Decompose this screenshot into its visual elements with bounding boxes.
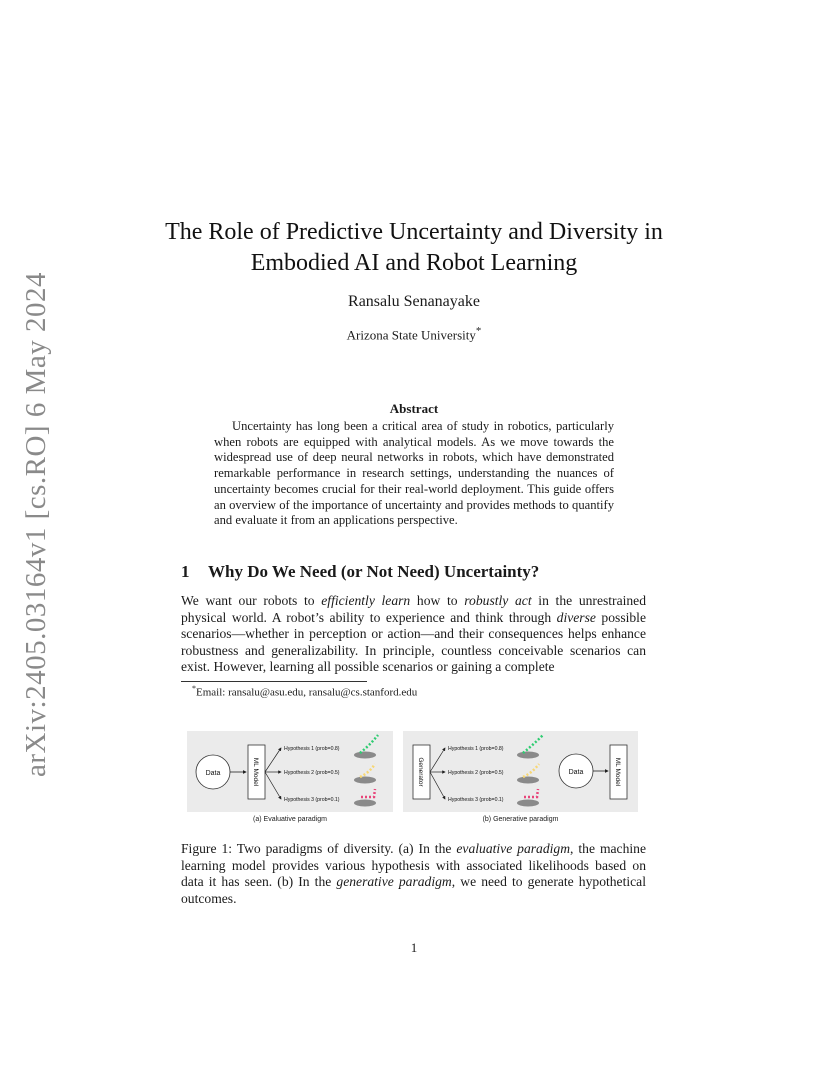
hypothesis-3-label: Hypothesis 3 (prob=0.1) <box>284 797 340 803</box>
abstract-heading: Abstract <box>389 401 439 416</box>
trajectory-1 <box>360 735 378 753</box>
gen-hypothesis-1-label: Hypothesis 1 (prob=0.8) <box>448 746 504 752</box>
ml-model-label: ML Model <box>252 757 259 787</box>
robot-thumbnail-2 <box>354 777 376 784</box>
author-name: Ransalu Senanayake <box>348 293 480 310</box>
section-number: 1 <box>181 562 190 581</box>
affiliation-text: Arizona State University <box>346 327 476 343</box>
footnote-mark: * <box>192 684 196 693</box>
gen-trajectory-2 <box>523 764 539 777</box>
paragraph-text: how to <box>410 593 465 608</box>
affiliation-footnote-mark: * <box>475 325 482 337</box>
page-number: 1 <box>410 940 418 955</box>
caption-text: , we need to generate hypothetical outcomes. <box>181 874 646 906</box>
robot-thumbnail-1 <box>354 752 376 759</box>
caption-text: , the machine learning model provides various hypothesis with associated likelihoods based on data it has seen. (b) In the <box>181 841 646 890</box>
gen-hypothesis-3-label: Hypothesis 3 (prob=0.1) <box>448 797 504 803</box>
gen-data-label: Data <box>568 769 584 776</box>
subcaption-a: (a) Evaluative paradigm <box>253 816 327 823</box>
figure-caption <box>181 841 646 907</box>
gen-robot-thumbnail-2 <box>517 777 539 784</box>
paragraph-emphasis: robustly act <box>464 593 532 608</box>
gen-hypothesis-2-label: Hypothesis 2 (prob=0.5) <box>448 770 504 776</box>
paragraph-emphasis: efficiently learn <box>321 593 411 608</box>
trajectory-3 <box>361 789 375 797</box>
caption-emphasis: evaluative paradigm <box>456 841 571 856</box>
paper-title: The Role of Predictive Uncertainty and Diversity in Embodied AI and Robot Learning <box>165 219 663 276</box>
subcaption-b: (b) Generative paradigm <box>482 816 559 823</box>
trajectory-2 <box>360 764 375 777</box>
arrow-gen-hypothesis-1 <box>430 748 445 772</box>
caption-text: Figure 1: Two paradigms of diversity. (a) In the <box>181 841 457 856</box>
generative-diagram <box>403 731 638 812</box>
data-label: Data <box>205 770 221 777</box>
paragraph-text: We want our robots to <box>181 593 322 608</box>
evaluative-diagram <box>187 731 393 812</box>
hypothesis-1-label: Hypothesis 1 (prob=0.8) <box>284 746 340 752</box>
abstract-body: Uncertainty has long been a critical area of study in robotics, particularly when robots are equipped with analytical models. As we move towards the widespread use of deep neural networks in robots, which have demonstrated remarkable performance in research settings, understanding the nuances of uncertainty becomes crucial for their real-world deployment. This guide offers an overview of the importance of uncertainty and provides methods to quantify and evaluate it from an applications perspective. <box>214 419 614 528</box>
paragraph-text: in the unrestrained physical world. A robot’s ability to experience and think through <box>181 593 647 625</box>
generator-label: Generator <box>417 757 424 787</box>
robot-thumbnail-3 <box>354 800 376 807</box>
paragraph-text: possible scenarios—whether in perception or action—and their consequences helps enhance robustness and generalizability. In principle, countless conceivable scenarios can exist. However, learning all possible scenarios or gaining a complete <box>181 609 646 675</box>
footnote-rule <box>181 681 367 682</box>
section-title: Why Do We Need (or Not Need) Uncertainty? <box>208 562 540 581</box>
figure-panel-evaluative <box>187 731 393 812</box>
body-paragraph <box>181 593 646 676</box>
footnote-text: Email: ransalu@asu.edu, ransalu@cs.stanford.edu <box>196 686 418 699</box>
gen-trajectory-3 <box>524 789 538 797</box>
footnote <box>192 684 417 699</box>
arrow-hypothesis-3 <box>265 772 281 799</box>
gen-robot-thumbnail-1 <box>517 752 539 759</box>
paragraph-emphasis: diverse <box>556 609 596 625</box>
gen-trajectory-1 <box>523 735 543 753</box>
hypothesis-2-label: Hypothesis 2 (prob=0.5) <box>284 770 340 776</box>
caption-emphasis: generative paradigm <box>336 874 452 890</box>
arrow-gen-hypothesis-3 <box>430 772 445 799</box>
arxiv-identifier-stamp: arXiv:2405.03164v1 [cs.RO] 6 May 2024 <box>20 272 52 778</box>
author-affiliation <box>214 325 614 343</box>
section-heading <box>181 562 539 582</box>
gen-robot-thumbnail-3 <box>517 800 539 807</box>
figure-panel-generative <box>403 731 638 812</box>
arrow-hypothesis-1 <box>265 748 281 772</box>
gen-ml-model-label: ML Model <box>614 757 621 787</box>
